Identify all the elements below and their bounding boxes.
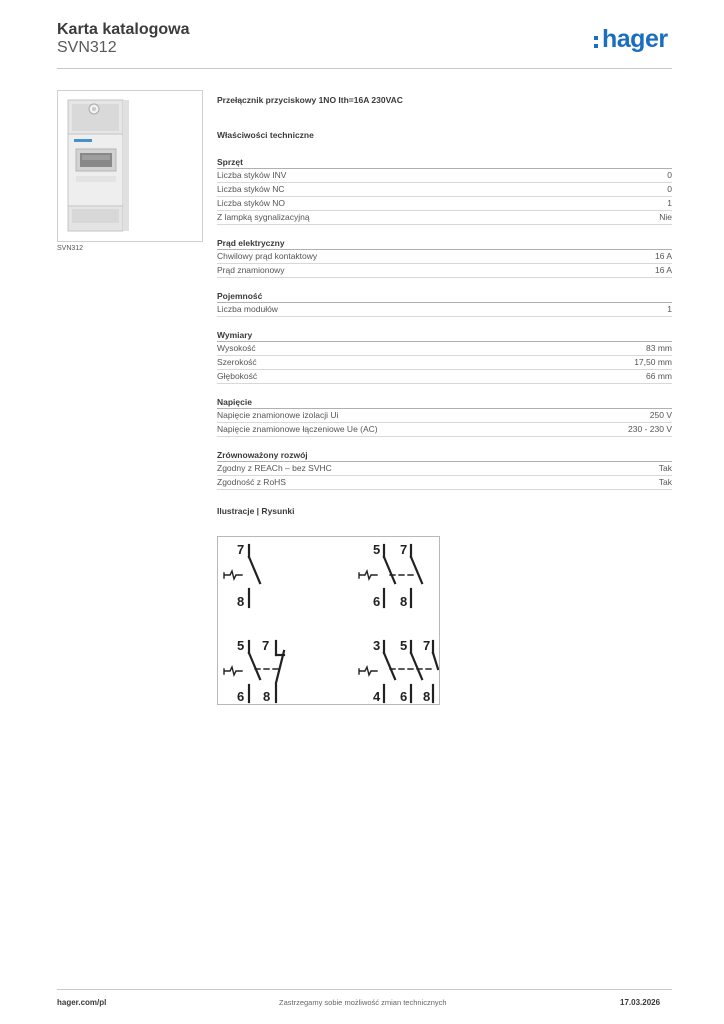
section-voltage — [217, 396, 672, 437]
spec-row — [217, 303, 672, 317]
spec-row — [217, 462, 672, 476]
spec-value: 230 - 230 V — [628, 424, 672, 434]
spec-value: 1 — [667, 198, 672, 208]
spec-label: Liczba styków NO — [217, 198, 286, 208]
spec-value: Tak — [658, 463, 672, 473]
spec-value: 66 mm — [646, 371, 672, 381]
tech-properties-heading: Właściwości techniczne — [217, 130, 314, 140]
spec-row — [217, 264, 672, 278]
spec-row — [217, 423, 672, 437]
spec-label: Liczba styków INV — [217, 170, 287, 180]
spec-value: 1 — [667, 304, 672, 314]
footer-disclaimer: Zastrzegamy sobie możliwość zmian technicznych — [279, 998, 447, 1007]
terminal-label: 6 — [237, 689, 245, 704]
terminal-label: 8 — [400, 594, 408, 609]
spec-value: 16 A — [654, 251, 672, 261]
spec-row — [217, 197, 672, 211]
spec-row — [217, 356, 672, 370]
terminal-label: 6 — [373, 594, 381, 609]
section-current — [217, 237, 672, 278]
image-caption: SVN312 — [57, 245, 84, 252]
document-title: Karta katalogowa — [57, 21, 190, 38]
spec-row — [217, 409, 672, 423]
footer-divider — [57, 989, 672, 990]
spec-label: Prąd znamionowy — [217, 265, 285, 275]
spec-label: Szerokość — [217, 357, 257, 367]
terminal-label: 7 — [423, 638, 431, 653]
logo-text: hager — [602, 25, 668, 53]
terminal-label: 4 — [373, 689, 381, 704]
wiring-diagram — [217, 536, 440, 705]
section-title: Zrównoważony rozwój — [217, 449, 672, 462]
section-title: Wymiary — [217, 329, 672, 342]
spec-value: 16 A — [654, 265, 672, 275]
product-image — [57, 90, 203, 242]
specification-content — [217, 95, 672, 518]
spec-value: 17,50 mm — [634, 357, 672, 367]
terminal-label: 8 — [237, 594, 245, 609]
spec-label: Chwilowy prąd kontaktowy — [217, 251, 318, 261]
spec-label: Zgodny z REACh – bez SVHC — [217, 463, 332, 473]
spec-label: Głębokość — [217, 371, 258, 381]
section-title: Prąd elektryczny — [217, 237, 672, 250]
section-equipment — [217, 156, 672, 225]
product-code: SVN312 — [57, 39, 117, 56]
section-capacity — [217, 290, 672, 317]
spec-label: Napięcie znamionowe łączeniowe Ue (AC) — [217, 424, 378, 434]
product-description: Przełącznik przyciskowy 1NO Ith=16A 230VAC — [217, 95, 403, 105]
section-dimensions — [217, 329, 672, 384]
footer-date: 17.03.2026 — [620, 998, 661, 1007]
terminal-label: 5 — [400, 638, 408, 653]
spec-value: 250 V — [649, 410, 672, 420]
spec-value: Nie — [659, 212, 672, 222]
spec-label: Liczba modułów — [217, 304, 278, 314]
spec-row — [217, 211, 672, 225]
spec-row — [217, 250, 672, 264]
spec-label: Zgodność z RoHS — [217, 477, 286, 487]
spec-label: Napięcie znamionowe izolacji Ui — [217, 410, 339, 420]
terminal-label: 5 — [237, 638, 245, 653]
header-divider — [57, 68, 672, 69]
hager-logo — [594, 27, 674, 57]
section-title: Sprzęt — [217, 156, 672, 169]
spec-label: Liczba styków NC — [217, 184, 285, 194]
terminal-label: 5 — [373, 542, 381, 557]
terminal-label: 6 — [400, 689, 408, 704]
logo-dot-icon — [594, 44, 598, 48]
terminal-label: 8 — [423, 689, 431, 704]
spec-row — [217, 183, 672, 197]
spec-row — [217, 169, 672, 183]
spec-label: Z lampką sygnalizacyjną — [217, 212, 310, 222]
section-title: Napięcie — [217, 396, 672, 409]
spec-row — [217, 476, 672, 490]
illustrations-heading: Ilustracje | Rysunki — [217, 506, 295, 516]
switch-module-illustration — [58, 91, 202, 241]
spec-value: Tak — [658, 477, 672, 487]
terminal-label: 3 — [373, 638, 381, 653]
terminal-label: 7 — [262, 638, 270, 653]
section-title: Pojemność — [217, 290, 672, 303]
terminal-label: 7 — [400, 542, 408, 557]
terminal-label: 7 — [237, 542, 245, 557]
section-sustainability — [217, 449, 672, 490]
logo-dot-icon — [594, 36, 598, 40]
spec-value: 83 mm — [646, 343, 672, 353]
spec-label: Wysokość — [217, 343, 256, 353]
terminal-label: 8 — [263, 689, 271, 704]
spec-value: 0 — [667, 170, 672, 180]
spec-row — [217, 370, 672, 384]
footer-website-link[interactable]: hager.com/pl — [57, 998, 107, 1007]
spec-row — [217, 342, 672, 356]
spec-value: 0 — [667, 184, 672, 194]
